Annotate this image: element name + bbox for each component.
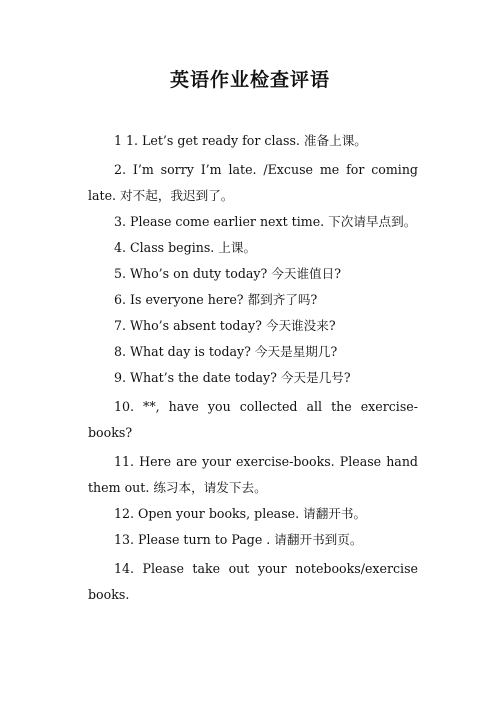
list-item: 13. Please turn to Page . 请翻开书到页。: [114, 532, 363, 547]
list-item: 3. Please come earlier next time. 下次请早点到。: [114, 214, 417, 229]
list-item: 9. What’s the date today? 今天是几号?: [114, 370, 351, 385]
list-item: 4. Class begins. 上课。: [114, 240, 257, 255]
list-item: 5. Who’s on duty today? 今天谁值日?: [114, 266, 341, 281]
list-item: 6. Is everyone here? 都到齐了吗?: [114, 292, 318, 307]
list-item: 8. What day is today? 今天是星期几?: [114, 344, 338, 359]
list-item: 10. **, have you collected all the exercise-books?: [88, 399, 418, 440]
list-item: 7. Who’s absent today? 今天谁没来?: [114, 318, 336, 333]
phrase-list: [88, 128, 418, 608]
list-item: 2. I’m sorry I’m late. /Excuse me for coming late. 对不起，我迟到了。: [88, 162, 418, 203]
list-item: 1 1. Let’s get ready for class. 准备上课。: [114, 133, 367, 148]
list-item: 12. Open your books, please. 请翻开书。: [114, 506, 367, 521]
list-item: 14. Please take out your notebooks/exercise books.: [88, 561, 418, 602]
page-title: 英语作业检查评语: [169, 69, 330, 91]
list-item: 11. Here are your exercise-books. Please hand them out. 练习本，请发下去。: [88, 454, 418, 495]
